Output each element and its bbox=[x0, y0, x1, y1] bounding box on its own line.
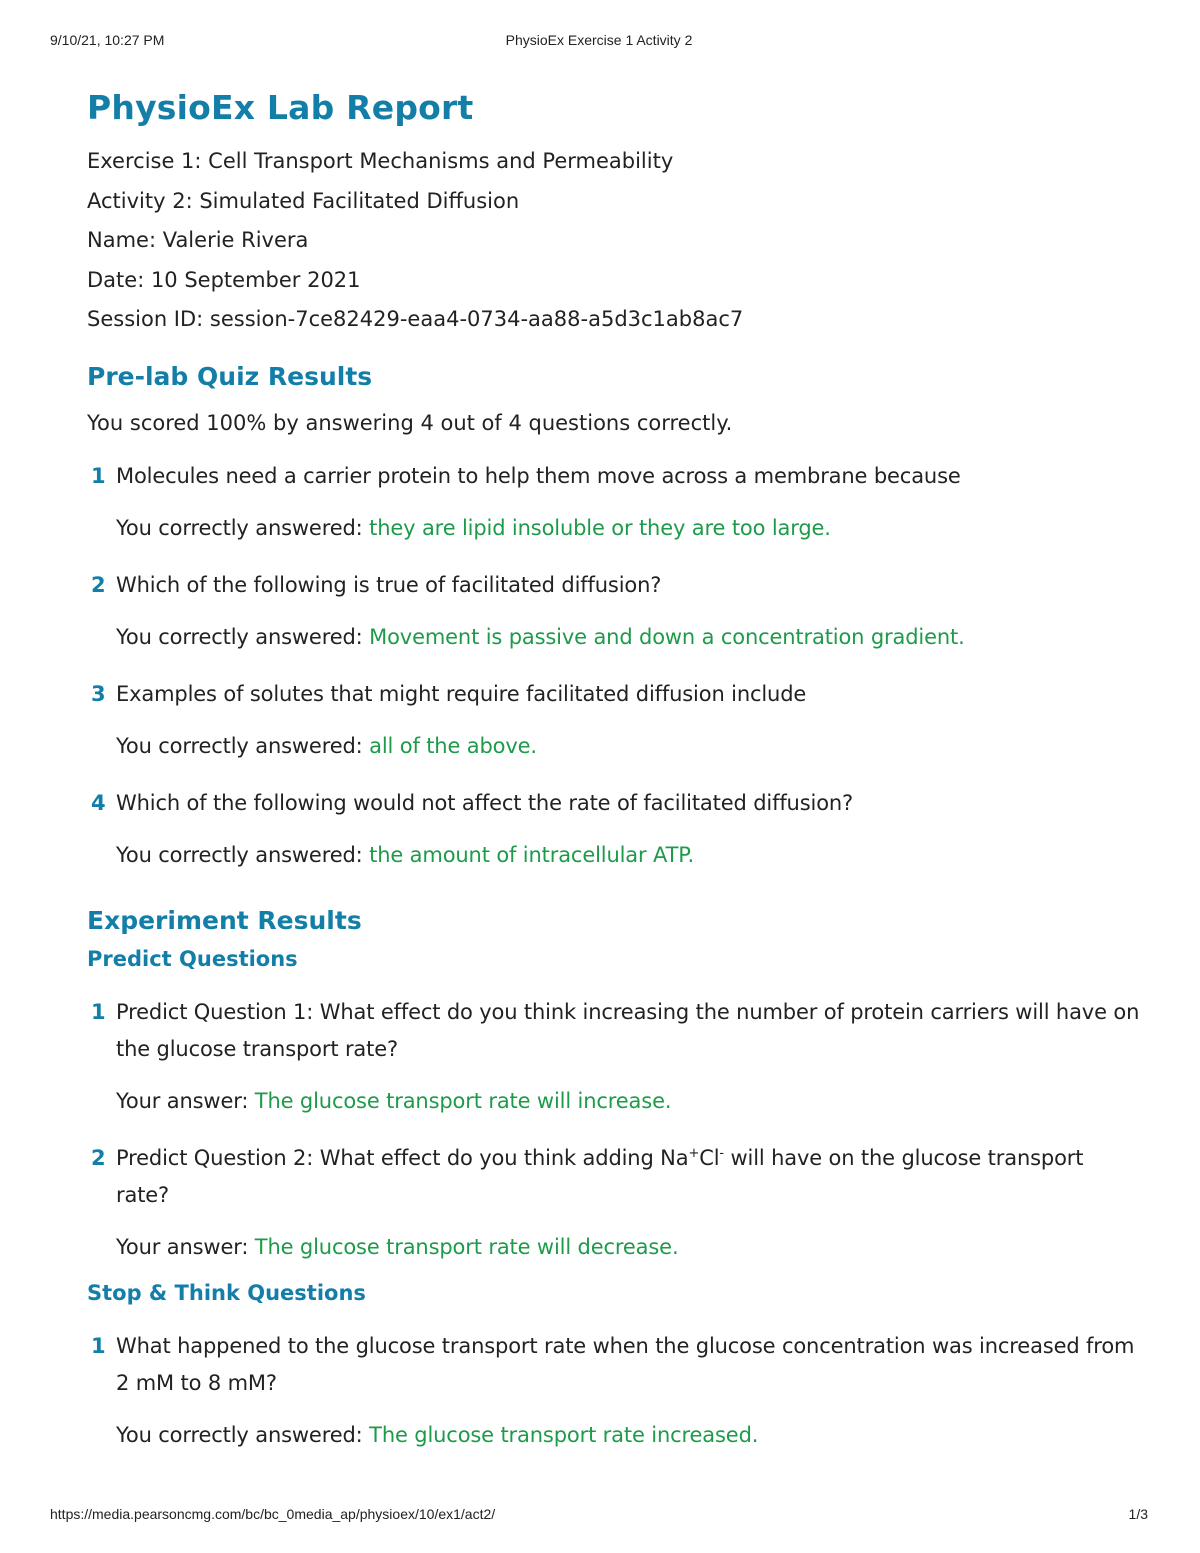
question-answer bbox=[116, 837, 1140, 874]
prelab-score: You scored 100% by answering 4 out of 4 questions correctly. bbox=[87, 410, 733, 435]
question-text: Which of the following is true of facilitated diffusion? bbox=[116, 572, 662, 597]
answer-value: The glucose transport rate will increase. bbox=[254, 1088, 672, 1113]
meta-date: Date: 10 September 2021 bbox=[87, 267, 361, 292]
answer-prefix: Your answer: bbox=[116, 1088, 255, 1113]
prelab-question bbox=[87, 567, 1140, 656]
question-answer bbox=[116, 1417, 1140, 1454]
prelab-question bbox=[87, 785, 1140, 874]
question-answer bbox=[116, 728, 1140, 765]
predict-question bbox=[87, 994, 1140, 1120]
answer-value: The glucose transport rate will decrease. bbox=[254, 1234, 679, 1259]
print-url: https://media.pearsoncmg.com/bc/bc_0media_ap/physioex/10/ex1/act2/ bbox=[50, 1506, 496, 1522]
question-text-part: Cl bbox=[699, 1145, 720, 1170]
meta-session-id: Session ID: session-7ce82429-eaa4-0734-aa88-a5d3c1ab8ac7 bbox=[87, 307, 744, 331]
question-number: 1 bbox=[91, 463, 106, 488]
question-number: 4 bbox=[91, 790, 106, 815]
question-text: Molecules need a carrier protein to help them move across a membrane because bbox=[116, 463, 961, 488]
prelab-heading: Pre-lab Quiz Results bbox=[87, 361, 373, 391]
question-number: 2 bbox=[91, 1145, 106, 1170]
answer-prefix: You correctly answered: bbox=[116, 624, 370, 649]
answer-prefix: You correctly answered: bbox=[116, 842, 370, 867]
answer-value: The glucose transport rate increased. bbox=[369, 1422, 759, 1447]
question-text bbox=[116, 1140, 1140, 1214]
prelab-question bbox=[87, 458, 1140, 547]
stop-think-question bbox=[87, 1328, 1140, 1454]
meta-exercise: Exercise 1: Cell Transport Mechanisms and Permeability bbox=[87, 149, 674, 173]
answer-value: all of the above. bbox=[369, 733, 537, 758]
answer-value: Movement is passive and down a concentration gradient. bbox=[369, 624, 965, 649]
predict-heading: Predict Questions bbox=[87, 946, 298, 971]
question-number: 1 bbox=[91, 999, 106, 1024]
question-number: 3 bbox=[91, 681, 106, 706]
print-footer bbox=[50, 1506, 1148, 1526]
meta-activity: Activity 2: Simulated Facilitated Diffusion bbox=[87, 188, 520, 213]
answer-prefix: Your answer: bbox=[116, 1234, 255, 1259]
superscript-minus: - bbox=[719, 1145, 724, 1161]
predict-question bbox=[87, 1140, 1140, 1266]
experiment-heading: Experiment Results bbox=[87, 905, 362, 935]
prelab-question bbox=[87, 676, 1140, 765]
page-title: PhysioEx Lab Report bbox=[87, 88, 474, 127]
question-text: Which of the following would not affect the rate of facilitated diffusion? bbox=[116, 790, 854, 815]
print-header bbox=[50, 32, 1148, 52]
question-number: 1 bbox=[91, 1333, 106, 1358]
print-page-number: 1/3 bbox=[1128, 1506, 1148, 1522]
question-answer bbox=[116, 1083, 1140, 1120]
answer-prefix: You correctly answered: bbox=[116, 1422, 370, 1447]
question-text: Predict Question 1: What effect do you think increasing the number of protein carriers will have on the glucose transport rate? bbox=[116, 999, 1140, 1061]
question-answer bbox=[116, 1229, 1140, 1266]
answer-prefix: You correctly answered: bbox=[116, 515, 370, 540]
meta-name: Name: Valerie Rivera bbox=[87, 228, 309, 252]
question-text: What happened to the glucose transport rate when the glucose concentration was increased from 2 mM to 8 mM? bbox=[116, 1333, 1135, 1395]
lab-report bbox=[87, 86, 1140, 1454]
question-answer bbox=[116, 510, 1140, 547]
stop-think-heading: Stop & Think Questions bbox=[87, 1280, 366, 1305]
answer-prefix: You correctly answered: bbox=[116, 733, 370, 758]
report-meta bbox=[87, 142, 1140, 340]
question-text-part: will have on the glucose transport rate? bbox=[116, 1145, 1084, 1207]
print-datetime: 9/10/21, 10:27 PM bbox=[50, 32, 165, 48]
question-text: Examples of solutes that might require facilitated diffusion include bbox=[116, 681, 807, 706]
question-answer bbox=[116, 619, 1140, 656]
answer-value: they are lipid insoluble or they are too large. bbox=[369, 515, 831, 540]
superscript-plus: + bbox=[688, 1145, 700, 1161]
question-number: 2 bbox=[91, 572, 106, 597]
question-text-part: Predict Question 2: What effect do you think adding Na bbox=[116, 1145, 689, 1170]
print-doc-title: PhysioEx Exercise 1 Activity 2 bbox=[505, 32, 693, 48]
answer-value: the amount of intracellular ATP. bbox=[369, 842, 695, 867]
